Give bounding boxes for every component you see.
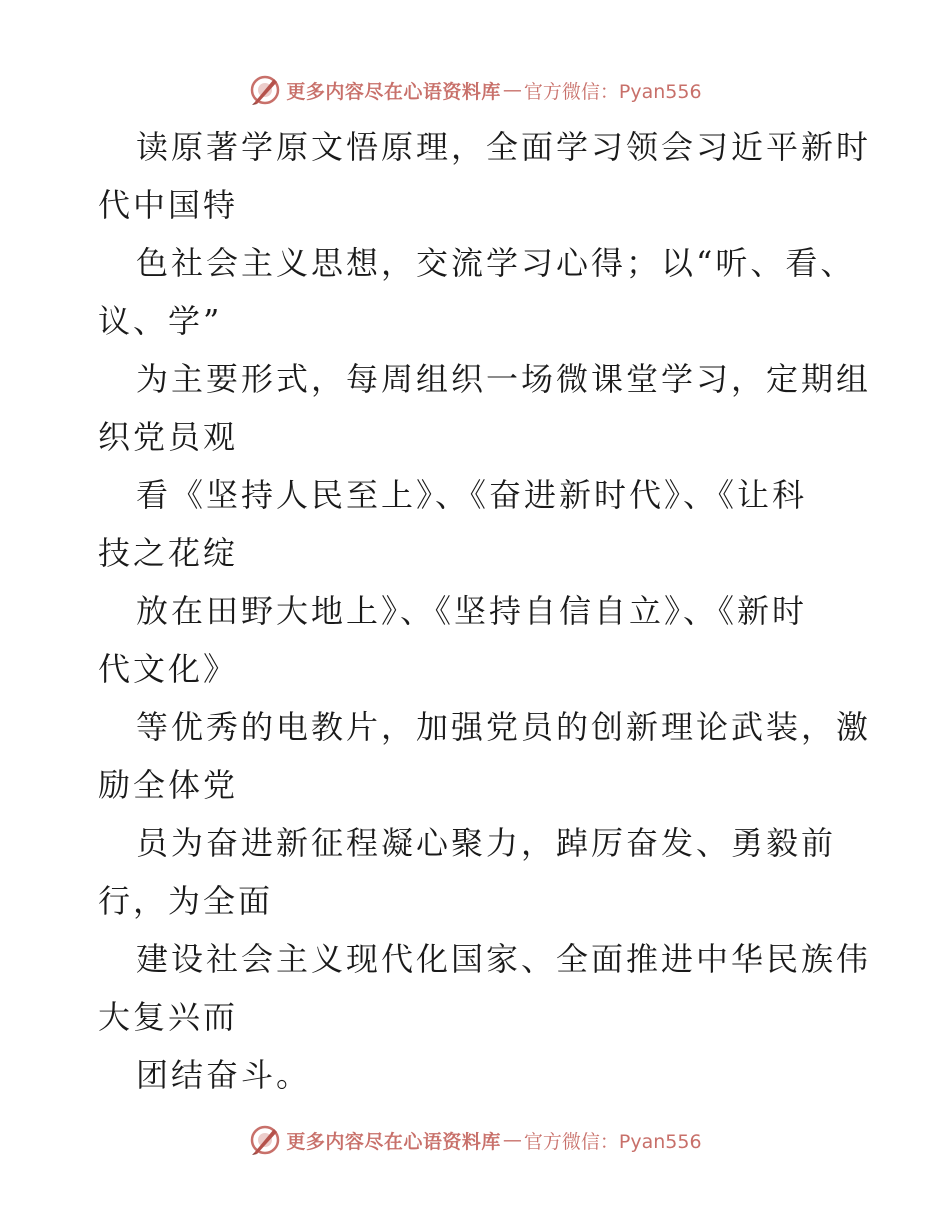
- text-line: 为主要形式，每周组织一场微课堂学习，定期组: [136, 360, 872, 398]
- header-watermark: [0, 70, 950, 110]
- watermark-separator: —: [502, 1129, 522, 1151]
- body-text: [98, 118, 872, 1104]
- text-line: 放在田野大地上》、《坚持自信自立》、《新时: [136, 592, 808, 630]
- watermark-separator: —: [502, 79, 522, 101]
- text-line: 代文化》: [98, 650, 239, 688]
- pen-logo-icon: [248, 73, 282, 107]
- text-line: 励全体党: [98, 766, 239, 804]
- watermark-site: 更多内容尽在心语资料库: [286, 80, 501, 103]
- footer-watermark: [0, 1120, 950, 1160]
- watermark-contact: 官方微信：Pyan556: [523, 80, 702, 103]
- text-line: 技之花绽: [98, 534, 239, 572]
- text-line: 行，为全面: [98, 882, 274, 920]
- text-line: 议、学”: [98, 302, 223, 340]
- pen-logo-icon: [248, 1123, 282, 1157]
- text-line: 代中国特: [98, 186, 239, 224]
- text-line: 团结奋斗。: [136, 1056, 312, 1094]
- text-line: 读原著学原文悟原理，全面学习领会习近平新时: [136, 128, 872, 166]
- text-line: 织党员观: [98, 418, 239, 456]
- text-line: 建设社会主义现代化国家、全面推进中华民族伟: [136, 940, 872, 978]
- text-line: 看《坚持人民至上》、《奋进新时代》、《让科: [136, 476, 808, 514]
- text-line: 大复兴而: [98, 998, 239, 1036]
- text-line: 色社会主义思想，交流学习心得；以“听、看、: [136, 244, 856, 282]
- watermark-contact: 官方微信：Pyan556: [523, 1130, 702, 1153]
- watermark-site: 更多内容尽在心语资料库: [286, 1130, 501, 1153]
- text-line: 员为奋进新征程凝心聚力，踔厉奋发、勇毅前: [136, 824, 837, 862]
- text-line: 等优秀的电教片，加强党员的创新理论武装，激: [136, 708, 872, 746]
